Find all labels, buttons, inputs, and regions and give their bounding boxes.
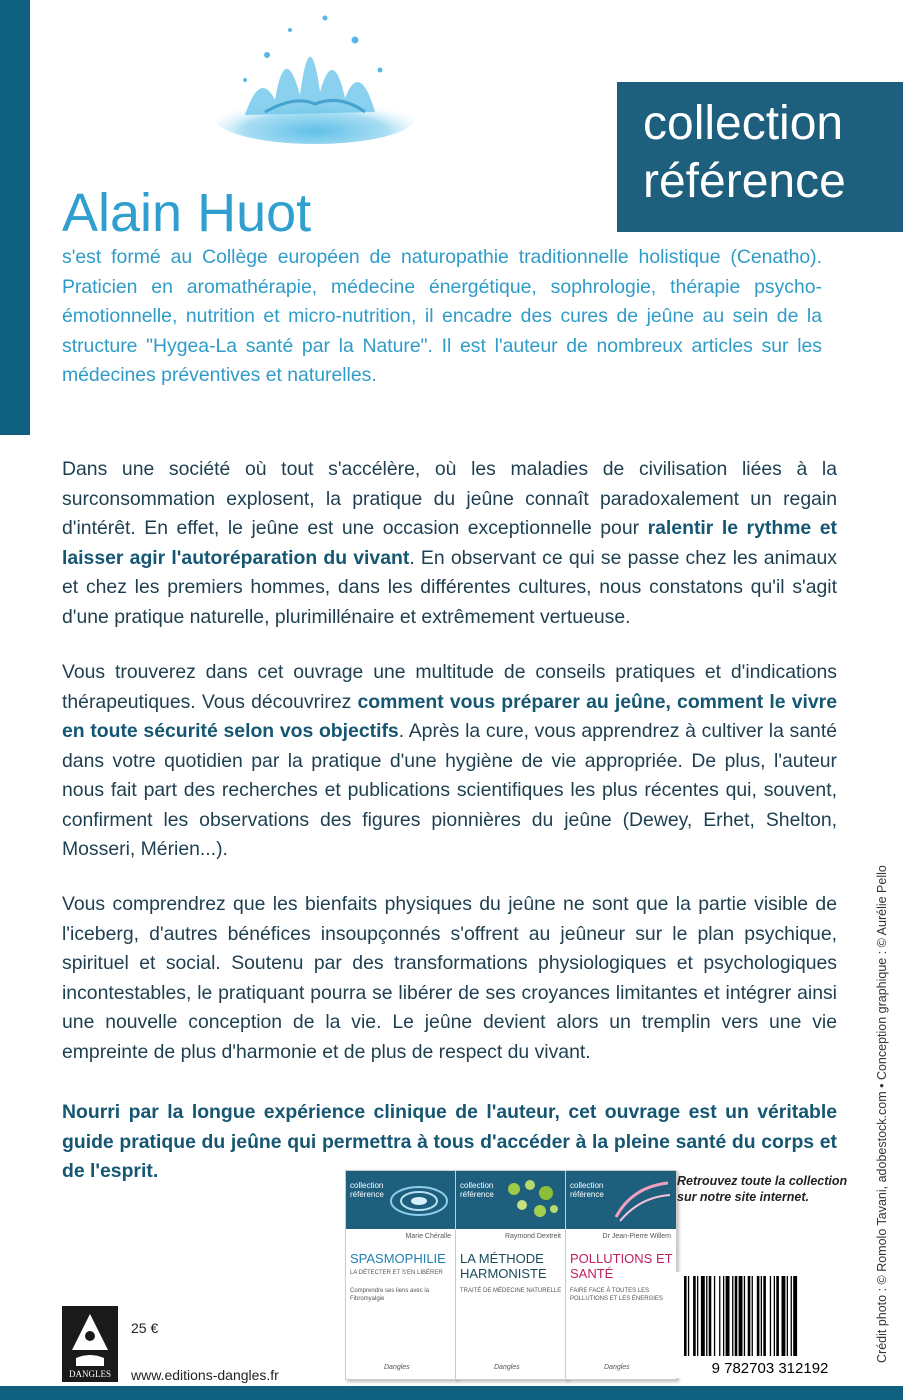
publisher-logo xyxy=(62,1306,118,1382)
left-accent-bar xyxy=(0,0,30,435)
author-bio: s'est formé au Collège européen de naturopathie traditionnelle holistique (Cenatho). Praticien en aromathérapie, médecine énergétique, sophrologie, thérapie psycho-émotionnelle, nutrition et micro-nutrition, il encadre des cures de jeûne au sein de la structure "Hygea-La santé par la Nature". Il est l'auteur de nombreux articles sur les médecines préventives et naturelles. xyxy=(62,246,822,386)
book-publisher: Dangles xyxy=(494,1364,520,1371)
author-name: Alain Huot xyxy=(62,183,312,243)
collection-book-1 xyxy=(345,1170,457,1380)
barcode xyxy=(676,1272,864,1378)
book-collection-label: collection référence xyxy=(570,1181,604,1199)
spiral-icon xyxy=(386,1179,452,1223)
barcode-number: 9 782703 312192 xyxy=(711,1360,829,1377)
book-title: SPASMOPHILIE xyxy=(350,1251,446,1266)
price: 25 € xyxy=(131,1320,159,1336)
book-author: Raymond Dextreit xyxy=(504,1233,561,1240)
paragraph-2: Vous trouverez dans cet ouvrage une multitude de conseils pratiques et d'indications thérapeutiques. Vous découvrirez comment vous préparer au jeûne, comment le vivre en toute sécurité selon vos objectifs. Après la cure, vous apprendrez à cultiver la santé dans votre quotidien par la pratique d'une hygiène de vie appropriée. De plus, l'auteur nous fait part des recherches et publications scientifiques les plus récentes qui, souvent, confirment les observations des figures pionnières du jeûne (Dewey, Erhet, Shelton, Mosseri, Mérien...). xyxy=(62,661,837,860)
book-author: Dr Jean-Pierre Willem xyxy=(602,1233,671,1240)
book-publisher: Dangles xyxy=(384,1364,410,1371)
paragraph-1: Dans une société où tout s'accélère, où les maladies de civilisation liées à la surconsommation explosent, la pratique du jeûne connaît paradoxalement un regain d'intérêt. En effet, le jeûne est une occasion exceptionnelle pour ralentir le rythme et laisser agir l'autoréparation du vivant. En observant ce qui se passe chez les animaux et chez les premiers hommes, dans les différentes cultures, nous constatons qu'il s'agit d'une pratique naturelle, plurimillénaire et extrêmement vertueuse. xyxy=(62,458,837,628)
collection-line1: collection xyxy=(643,97,844,150)
swirl-icon xyxy=(612,1177,672,1225)
book-title: POLLUTIONS ET SANTÉ xyxy=(570,1251,673,1281)
bubbles-icon xyxy=(500,1175,562,1225)
book-subtitle: LA DÉTECTER ET S'EN LIBÉRER xyxy=(350,1270,443,1276)
svg-text:DANGLES: DANGLES xyxy=(69,1369,111,1379)
bottom-accent-bar xyxy=(0,1386,903,1400)
water-splash-image xyxy=(205,0,425,150)
paragraph-3: Vous comprendrez que les bienfaits physiques du jeûne ne sont que la partie visible de l'iceberg, d'autres bénéfices insoupçonnés s'offrent au jeûneur sur le plan psychique, spirituel et social. Soutenu par des transformations physiologiques et psychologiques incontestables, le pratiquant pourra se libérer de ses croyances limitantes et intégrer ainsi une nouvelle conception de la vie. Le jeûne devient alors un tremplin vers une vie empreinte de plus d'harmonie et de plus de respect du vivant. xyxy=(62,893,837,1063)
book-collection-label: collection référence xyxy=(460,1181,494,1199)
book-author: Marie Chéralle xyxy=(405,1233,451,1240)
book-collection-label: collection référence xyxy=(350,1181,384,1199)
book-publisher: Dangles xyxy=(604,1364,630,1371)
publisher-website[interactable]: www.editions-dangles.fr xyxy=(131,1367,279,1383)
book-title: LA MÉTHODE HARMONISTE xyxy=(460,1251,547,1281)
book-subtitle: FAIRE FACE À TOUTES LES POLLUTIONS ET LES ÉNERGIES xyxy=(570,1288,663,1302)
collection-book-3 xyxy=(565,1170,677,1380)
photo-credit: Crédit photo : © Romolo Tavani, adobestock.com • Conception graphique : © Aurélie Pello xyxy=(875,865,889,1363)
closing-paragraph: Nourri par la longue expérience clinique de l'auteur, cet ouvrage est un véritable guide pratique du jeûne qui permettra à tous d'accéder à la pleine santé du corps et de l'esprit. xyxy=(62,1101,837,1182)
book-subtitle: TRAITÉ DE MÉDECINE NATURELLE xyxy=(460,1288,562,1294)
collection-note: Retrouvez toute la collection sur notre site internet. xyxy=(677,1174,848,1204)
book-subtitle-2: Comprendre ses liens avec la Fibromyalgie xyxy=(350,1288,430,1302)
collection-line2: référence xyxy=(643,155,846,208)
collection-book-2 xyxy=(455,1170,567,1380)
